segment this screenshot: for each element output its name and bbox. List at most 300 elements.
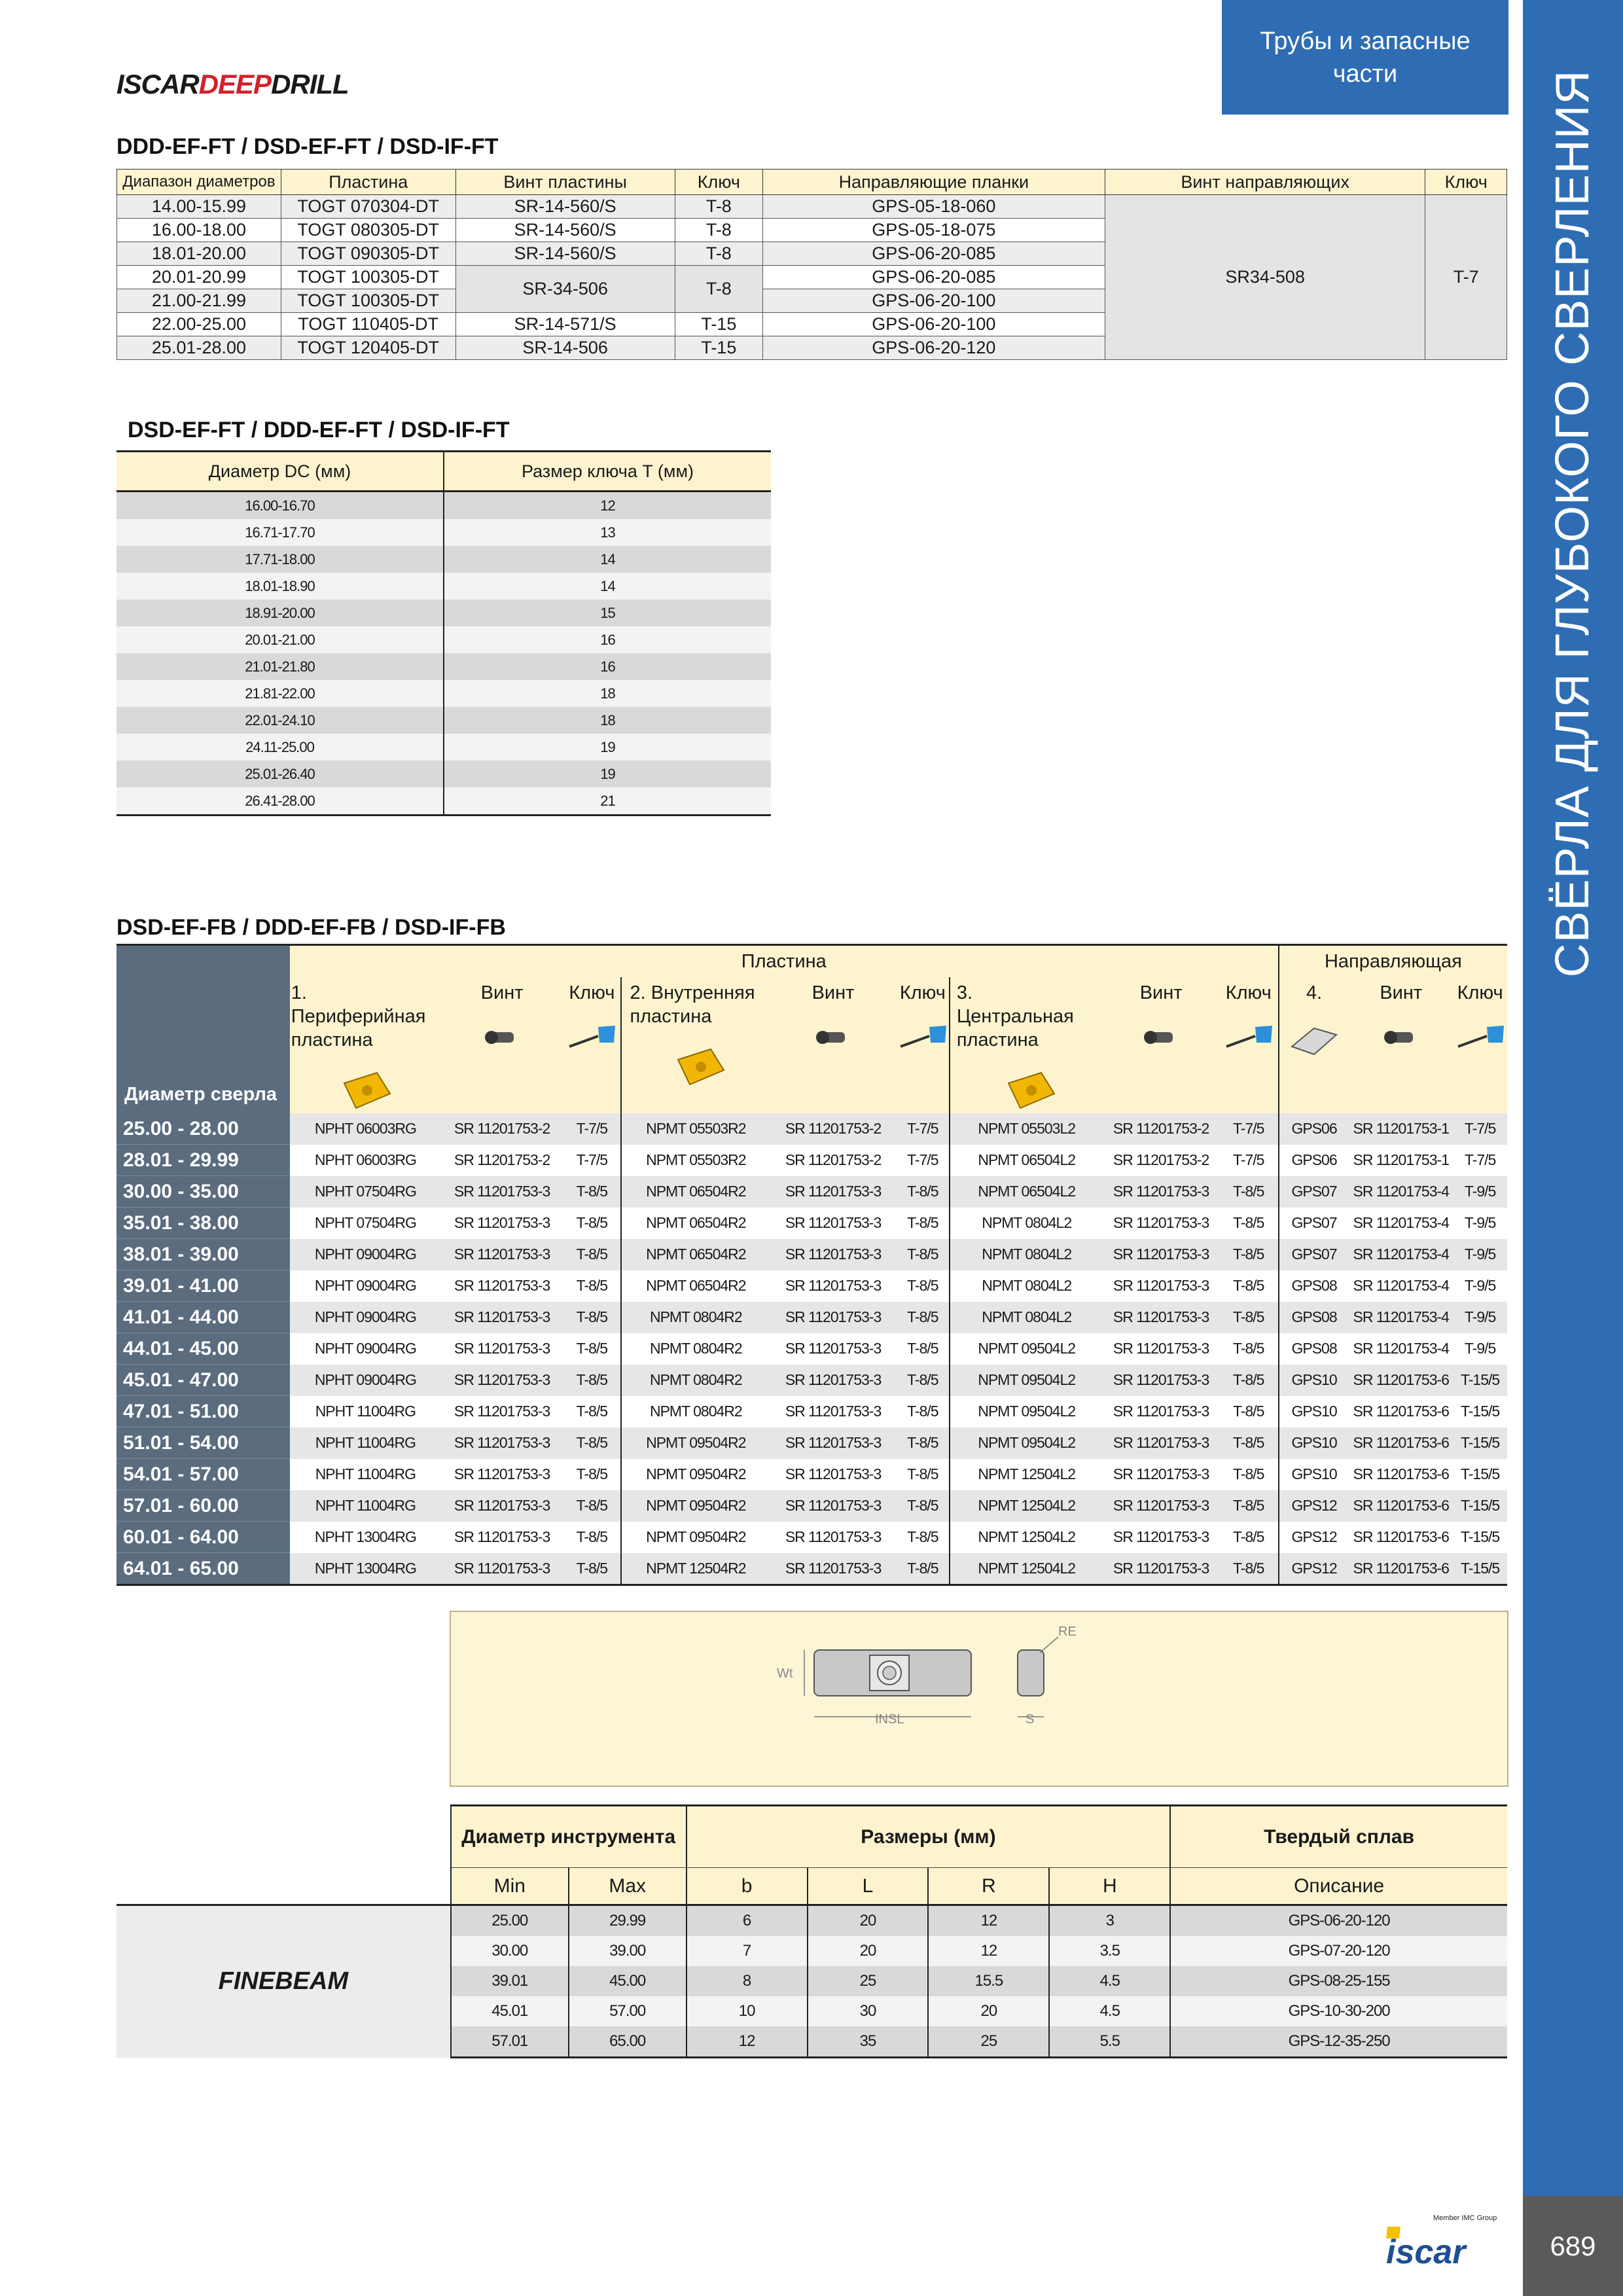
table3-sub-screw	[1349, 977, 1453, 1113]
guide-label: 4.	[1306, 982, 1323, 1003]
screw-cell: SR 11201753-3	[770, 1459, 897, 1490]
insert-cell: TOGT 080305-DT	[281, 219, 455, 242]
key-cell: T-8/5	[563, 1490, 621, 1522]
pad-key-cell: T-7	[1425, 195, 1507, 360]
table4-sub: H	[1049, 1868, 1170, 1905]
screw-cell: SR 11201753-6	[1349, 1427, 1453, 1459]
key-cell: T-8/5	[1219, 1176, 1279, 1208]
screw-cell: SR 11201753-3	[441, 1459, 563, 1490]
key-size-cell: 16	[444, 653, 771, 680]
table-row	[116, 1145, 1507, 1176]
table3-sub-inner	[621, 977, 770, 1113]
b-cell: 6	[687, 1905, 808, 1937]
key-cell: T-8/5	[897, 1302, 950, 1333]
table-row	[116, 1427, 1507, 1459]
screw-cell: SR-14-571/S	[455, 313, 675, 336]
table-row	[116, 1113, 1507, 1145]
screw-cell: SR 11201753-3	[770, 1365, 897, 1396]
table-row	[116, 653, 771, 680]
screw-cell: SR 11201753-4	[1349, 1239, 1453, 1270]
screw-cell: SR 11201753-6	[1349, 1522, 1453, 1553]
table-row	[116, 492, 771, 520]
logo-member-text: Member IMC Group	[1433, 2214, 1497, 2222]
table-row	[116, 573, 771, 600]
table-row	[116, 1208, 1507, 1239]
key-cell: T-7/5	[1219, 1145, 1279, 1176]
peripheral-insert-cell: NPHT 07504RG	[290, 1208, 441, 1239]
h-cell: 4.5	[1049, 1966, 1170, 1996]
key-cell: T-8/5	[897, 1270, 950, 1302]
diameter-cell: 25.00 - 28.00	[116, 1113, 290, 1145]
guide-cell: GPS10	[1279, 1365, 1349, 1396]
description-cell: GPS-12-35-250	[1170, 2026, 1507, 2058]
max-cell: 57.00	[569, 1996, 687, 2026]
central-insert-cell: NPMT 12504L2	[950, 1459, 1103, 1490]
table-row	[116, 1365, 1507, 1396]
screw-cell: SR 11201753-3	[441, 1333, 563, 1365]
diameter-cell: 30.00 - 35.00	[116, 1176, 290, 1208]
table3-sub-screw	[1103, 977, 1219, 1113]
key-size-cell: 13	[444, 519, 771, 546]
key-cell: T-9/5	[1453, 1333, 1507, 1365]
key-cell: T-8	[675, 242, 762, 266]
table3-group-guide: Направляющая	[1279, 945, 1507, 978]
key-cell: T-9/5	[1453, 1239, 1507, 1270]
key-cell: T-7/5	[897, 1113, 950, 1145]
diameter-cell: 21.81-22.00	[116, 680, 444, 707]
guide-pad-diagram	[451, 1612, 1507, 1785]
table-row	[116, 1522, 1507, 1553]
guide-cell: GPS12	[1279, 1490, 1349, 1522]
h-cell: 3.5	[1049, 1936, 1170, 1966]
peripheral-insert-cell: NPHT 09004RG	[290, 1302, 441, 1333]
key-cell: T-8/5	[563, 1427, 621, 1459]
min-cell: 30.00	[451, 1936, 569, 1966]
table-row	[116, 1333, 1507, 1365]
screw-cell: SR 11201753-2	[441, 1113, 563, 1145]
l-cell: 25	[808, 1966, 929, 1996]
table-row	[116, 1905, 1507, 1937]
screw-cell: SR-14-506	[455, 336, 675, 360]
range-cell: 20.01-20.99	[117, 266, 281, 289]
screw-cell: SR 11201753-3	[441, 1522, 563, 1553]
key-cell: T-8/5	[897, 1365, 950, 1396]
screw-cell: SR 11201753-3	[1103, 1270, 1219, 1302]
key-cell: T-7/5	[563, 1113, 621, 1145]
brand-part-1: ISCAR	[116, 69, 199, 99]
table2-header-row	[116, 452, 771, 492]
r-cell: 20	[928, 1996, 1049, 2026]
peripheral-insert-cell: NPHT 13004RG	[290, 1522, 441, 1553]
key-cell: T-8/5	[563, 1365, 621, 1396]
table3	[116, 944, 1507, 1586]
screw-cell: SR 11201753-3	[1103, 1396, 1219, 1427]
screw-cell: SR 11201753-2	[770, 1145, 897, 1176]
diameter-cell: 60.01 - 64.00	[116, 1522, 290, 1553]
brand-logo	[116, 69, 349, 100]
key-cell: T-8/5	[563, 1333, 621, 1365]
sidebar-title: СВЁРЛА ДЛЯ ГЛУБОКОГО СВЕРЛЕНИЯ	[1546, 69, 1599, 978]
diameter-cell: 16.00-16.70	[116, 492, 444, 520]
table-row	[116, 626, 771, 653]
min-cell: 45.01	[451, 1996, 569, 2026]
peripheral-insert-cell: NPHT 11004RG	[290, 1459, 441, 1490]
table2-title: DSD-EF-FT / DDD-EF-FT / DSD-IF-FT	[128, 418, 510, 442]
diameter-cell: 24.11-25.00	[116, 734, 444, 761]
guide-cell: GPS08	[1279, 1302, 1349, 1333]
screw-label: Винт	[812, 982, 855, 1003]
guide-cell: GPS10	[1279, 1427, 1349, 1459]
screw-cell: SR 11201753-3	[1103, 1302, 1219, 1333]
min-cell: 57.01	[451, 2026, 569, 2058]
range-cell: 18.01-20.00	[117, 242, 281, 266]
screw-cell: SR 11201753-1	[1349, 1145, 1453, 1176]
pad-cell: GPS-06-20-100	[762, 289, 1105, 313]
peripheral-insert-cell: NPHT 11004RG	[290, 1427, 441, 1459]
central-insert-cell: NPMT 0804L2	[950, 1208, 1103, 1239]
key-cell: T-8/5	[563, 1522, 621, 1553]
central-insert-cell: NPMT 0804L2	[950, 1239, 1103, 1270]
table-row	[116, 1490, 1507, 1522]
central-insert-cell: NPMT 12504L2	[950, 1522, 1103, 1553]
key-size-cell: 12	[444, 492, 771, 520]
guide-cell: GPS07	[1279, 1208, 1349, 1239]
screw-cell: SR 11201753-3	[770, 1396, 897, 1427]
screw-cell: SR 11201753-3	[770, 1270, 897, 1302]
screw-icon	[813, 1020, 853, 1053]
screw-cell: SR 11201753-3	[1103, 1427, 1219, 1459]
range-cell: 22.00-25.00	[117, 313, 281, 336]
key-cell: T-8/5	[1219, 1302, 1279, 1333]
key-cell: T-8/5	[1219, 1333, 1279, 1365]
range-cell: 14.00-15.99	[117, 195, 281, 219]
page-number: 689	[1523, 2196, 1623, 2296]
peripheral-insert-cell: NPHT 09004RG	[290, 1239, 441, 1270]
inner-insert-cell: NPMT 0804R2	[621, 1365, 770, 1396]
key-label: Ключ	[1457, 982, 1503, 1003]
key-cell: T-15/5	[1453, 1365, 1507, 1396]
screw-cell: SR 11201753-6	[1349, 1490, 1453, 1522]
key-cell: T-8/5	[1219, 1239, 1279, 1270]
diameter-cell: 35.01 - 38.00	[116, 1208, 290, 1239]
screw-cell: SR 11201753-3	[441, 1396, 563, 1427]
screw-cell: SR 11201753-3	[1103, 1176, 1219, 1208]
inner-insert-cell: NPMT 0804R2	[621, 1396, 770, 1427]
diameter-cell: 25.01-26.40	[116, 761, 444, 787]
diameter-cell: 57.01 - 60.00	[116, 1490, 290, 1522]
table-row	[117, 195, 1507, 219]
screw-cell: SR 11201753-3	[441, 1365, 563, 1396]
key-size-cell: 16	[444, 626, 771, 653]
brand-part-3: DRILL	[271, 69, 349, 99]
peripheral-insert-cell: NPHT 06003RG	[290, 1113, 441, 1145]
screw-cell: SR 11201753-6	[1349, 1553, 1453, 1585]
insert-cell: TOGT 110405-DT	[281, 313, 455, 336]
guide-pad-icon	[1288, 1020, 1340, 1060]
screw-cell: SR 11201753-3	[770, 1427, 897, 1459]
central-insert-cell: NPMT 05503L2	[950, 1113, 1103, 1145]
screw-cell: SR 11201753-3	[770, 1333, 897, 1365]
l-cell: 20	[808, 1936, 929, 1966]
screw-label: Винт	[1380, 982, 1423, 1003]
screw-cell: SR 11201753-3	[441, 1270, 563, 1302]
key-cell: T-8/5	[563, 1270, 621, 1302]
table4-sub: R	[928, 1868, 1049, 1905]
key-icon	[1454, 1020, 1507, 1053]
central-insert-cell: NPMT 09504L2	[950, 1427, 1103, 1459]
inner-insert-cell: NPMT 06504R2	[621, 1239, 770, 1270]
insert-icon	[1001, 1067, 1060, 1113]
screw-cell: SR 11201753-3	[441, 1427, 563, 1459]
inner-insert-cell: NPMT 09504R2	[621, 1427, 770, 1459]
central-insert-cell: NPMT 0804L2	[950, 1270, 1103, 1302]
key-cell: T-8/5	[1219, 1427, 1279, 1459]
description-cell: GPS-06-20-120	[1170, 1905, 1507, 1937]
screw-cell: SR 11201753-4	[1349, 1333, 1453, 1365]
screw-cell: SR 11201753-3	[441, 1239, 563, 1270]
key-cell: T-8/5	[563, 1208, 621, 1239]
inner-insert-cell: NPMT 0804R2	[621, 1333, 770, 1365]
table-row	[116, 761, 771, 787]
central-insert-cell: NPMT 0804L2	[950, 1302, 1103, 1333]
table2-header: Диаметр DC (мм)	[116, 452, 444, 492]
section-tab[interactable]	[1222, 0, 1508, 115]
table4-h-dims: Размеры (мм)	[687, 1806, 1171, 1868]
screw-cell: SR 11201753-3	[1103, 1490, 1219, 1522]
description-cell: GPS-10-30-200	[1170, 1996, 1507, 2026]
key-label: Ключ	[569, 982, 615, 1003]
l-cell: 35	[808, 2026, 929, 2058]
table3-group-row	[116, 945, 1507, 978]
inner-insert-cell: NPMT 06504R2	[621, 1270, 770, 1302]
key-icon	[1222, 1020, 1275, 1053]
screw-cell: SR 11201753-3	[770, 1490, 897, 1522]
table-row	[116, 680, 771, 707]
screw-cell: SR 11201753-3	[1103, 1333, 1219, 1365]
screw-cell: SR 11201753-3	[770, 1522, 897, 1553]
table-row	[116, 707, 771, 734]
screw-cell: SR 11201753-3	[441, 1176, 563, 1208]
screw-cell: SR 11201753-3	[441, 1490, 563, 1522]
table1-header: Ключ	[1425, 170, 1507, 195]
table4-header-row	[116, 1806, 1507, 1868]
screw-cell: SR 11201753-3	[770, 1553, 897, 1585]
screw-cell: SR 11201753-2	[1103, 1113, 1219, 1145]
screw-cell: SR 11201753-3	[441, 1208, 563, 1239]
key-cell: T-8/5	[897, 1459, 950, 1490]
table1-header: Винт пластины	[455, 170, 675, 195]
key-cell: T-9/5	[1453, 1302, 1507, 1333]
guide-cell: GPS10	[1279, 1459, 1349, 1490]
table-row	[116, 546, 771, 573]
table-row	[116, 1270, 1507, 1302]
screw-cell: SR 11201753-3	[770, 1302, 897, 1333]
key-label: Ключ	[1225, 982, 1272, 1003]
table2	[116, 450, 771, 816]
key-cell: T-8/5	[1219, 1490, 1279, 1522]
table4-subheader-row	[116, 1868, 1507, 1905]
screw-icon	[482, 1020, 522, 1053]
key-cell: T-8	[675, 266, 762, 313]
key-cell: T-8/5	[897, 1239, 950, 1270]
pad-cell: GPS-06-20-085	[762, 266, 1105, 289]
table-row	[116, 787, 771, 816]
table4-blank	[116, 1868, 451, 1905]
pad-cell: GPS-06-20-120	[762, 336, 1105, 360]
inner-label: 2. Внутренняя пластина	[630, 982, 755, 1027]
min-cell: 25.00	[451, 1905, 569, 1937]
insert-icon	[670, 1044, 729, 1090]
peripheral-insert-cell: NPHT 09004RG	[290, 1365, 441, 1396]
key-cell: T-7/5	[1219, 1113, 1279, 1145]
table3-sub-key	[563, 977, 621, 1113]
brand-part-2: DEEP	[198, 69, 272, 99]
inner-insert-cell: NPMT 06504R2	[621, 1176, 770, 1208]
screw-cell: SR 11201753-4	[1349, 1208, 1453, 1239]
key-size-cell: 14	[444, 546, 771, 573]
central-insert-cell: NPMT 06504L2	[950, 1176, 1103, 1208]
dim-w-label: Wt	[777, 1666, 793, 1681]
key-cell: T-8/5	[563, 1553, 621, 1585]
insert-cell: TOGT 070304-DT	[281, 195, 455, 219]
table1-header: Пластина	[281, 170, 455, 195]
iscar-logo	[1381, 2212, 1518, 2271]
table-row	[116, 1239, 1507, 1270]
table3-subheader-row	[116, 977, 1507, 1113]
screw-cell: SR 11201753-2	[441, 1145, 563, 1176]
key-cell: T-8/5	[1219, 1553, 1279, 1585]
key-cell: T-8/5	[563, 1176, 621, 1208]
diameter-cell: 18.91-20.00	[116, 600, 444, 626]
diameter-cell: 21.01-21.80	[116, 653, 444, 680]
table3-title: DSD-EF-FB / DDD-EF-FB / DSD-IF-FB	[116, 915, 506, 940]
central-insert-cell: NPMT 12504L2	[950, 1490, 1103, 1522]
screw-label: Винт	[480, 982, 524, 1003]
screw-cell: SR-34-506	[455, 266, 675, 313]
key-size-cell: 14	[444, 573, 771, 600]
key-cell: T-8/5	[1219, 1365, 1279, 1396]
table1-header-row	[117, 170, 1507, 195]
table-row	[116, 519, 771, 546]
insert-cell: TOGT 100305-DT	[281, 289, 455, 313]
logo-name: iscar	[1386, 2233, 1466, 2271]
diameter-cell: 22.01-24.10	[116, 707, 444, 734]
screw-cell: SR 11201753-6	[1349, 1396, 1453, 1427]
table3-sub-central	[950, 977, 1103, 1113]
screw-cell: SR 11201753-4	[1349, 1176, 1453, 1208]
key-cell: T-15/5	[1453, 1553, 1507, 1585]
max-cell: 65.00	[569, 2026, 687, 2058]
max-cell: 29.99	[569, 1905, 687, 1937]
guide-cell: GPS12	[1279, 1553, 1349, 1585]
diameter-cell: 54.01 - 57.00	[116, 1459, 290, 1490]
description-cell: GPS-08-25-155	[1170, 1966, 1507, 1996]
table4-blank	[116, 1806, 451, 1868]
range-cell: 21.00-21.99	[117, 289, 281, 313]
range-cell: 25.01-28.00	[117, 336, 281, 360]
insert-cell: TOGT 120405-DT	[281, 336, 455, 360]
screw-cell: SR 11201753-3	[1103, 1459, 1219, 1490]
max-cell: 45.00	[569, 1966, 687, 1996]
insert-cell: TOGT 090305-DT	[281, 242, 455, 266]
guide-cell: GPS08	[1279, 1333, 1349, 1365]
screw-cell: SR 11201753-3	[1103, 1365, 1219, 1396]
screw-cell: SR 11201753-2	[1103, 1145, 1219, 1176]
screw-cell: SR 11201753-2	[770, 1113, 897, 1145]
inner-insert-cell: NPMT 05503R2	[621, 1145, 770, 1176]
section-tab-line1: Трубы и запасные	[1260, 27, 1471, 55]
diameter-cell: 38.01 - 39.00	[116, 1239, 290, 1270]
dim-s-label: S	[1026, 1712, 1035, 1727]
table3-sub-guide	[1279, 977, 1349, 1113]
screw-label: Винт	[1139, 982, 1183, 1003]
screw-cell: SR 11201753-6	[1349, 1365, 1453, 1396]
guide-cell: GPS07	[1279, 1239, 1349, 1270]
description-cell: GPS-07-20-120	[1170, 1936, 1507, 1966]
key-cell: T-7/5	[1453, 1113, 1507, 1145]
peripheral-insert-cell: NPHT 11004RG	[290, 1490, 441, 1522]
screw-cell: SR 11201753-3	[770, 1239, 897, 1270]
central-insert-cell: NPMT 09504L2	[950, 1365, 1103, 1396]
screw-cell: SR 11201753-3	[770, 1208, 897, 1239]
key-cell: T-7/5	[897, 1145, 950, 1176]
key-icon	[565, 1020, 618, 1053]
table1-header: Винт направляющих	[1105, 170, 1425, 195]
table2-header: Размер ключа T (мм)	[444, 452, 771, 492]
screw-cell: SR 11201753-3	[1103, 1239, 1219, 1270]
peripheral-insert-cell: NPHT 09004RG	[290, 1333, 441, 1365]
table3-group-insert: Пластина	[290, 945, 1279, 978]
table-row	[116, 734, 771, 761]
key-cell: T-8/5	[1219, 1522, 1279, 1553]
r-cell: 15.5	[928, 1966, 1049, 1996]
key-cell: T-8/5	[1219, 1396, 1279, 1427]
key-cell: T-8/5	[897, 1553, 950, 1585]
guide-cell: GPS10	[1279, 1396, 1349, 1427]
table4-h-diameter: Диаметр инструмента	[451, 1806, 687, 1868]
key-cell: T-8/5	[563, 1396, 621, 1427]
series-label: FINEBEAM	[116, 1905, 451, 2058]
section-tab-line2: части	[1332, 60, 1398, 88]
inner-insert-cell: NPMT 06504R2	[621, 1208, 770, 1239]
table-row	[116, 1302, 1507, 1333]
table4-sub: L	[808, 1868, 929, 1905]
diameter-cell: 41.01 - 44.00	[116, 1302, 290, 1333]
screw-cell: SR 11201753-3	[441, 1302, 563, 1333]
guide-cell: GPS06	[1279, 1113, 1349, 1145]
r-cell: 12	[928, 1905, 1049, 1937]
key-size-cell: 21	[444, 787, 771, 816]
pad-cell: GPS-05-18-075	[762, 219, 1105, 242]
central-label: 3. Центральная пластина	[956, 982, 1074, 1050]
key-cell: T-9/5	[1453, 1208, 1507, 1239]
peripheral-insert-cell: NPHT 07504RG	[290, 1176, 441, 1208]
pad-screw-cell: SR34-508	[1105, 195, 1425, 360]
diameter-cell: 16.71-17.70	[116, 519, 444, 546]
h-cell: 5.5	[1049, 2026, 1170, 2058]
inner-insert-cell: NPMT 09504R2	[621, 1459, 770, 1490]
table-row	[116, 1459, 1507, 1490]
diameter-cell: 28.01 - 29.99	[116, 1145, 290, 1176]
key-cell: T-8/5	[1219, 1208, 1279, 1239]
l-cell: 20	[808, 1905, 929, 1937]
b-cell: 12	[687, 2026, 808, 2058]
table-row	[116, 1176, 1507, 1208]
inner-insert-cell: NPMT 05503R2	[621, 1113, 770, 1145]
diameter-cell: 26.41-28.00	[116, 787, 444, 816]
screw-cell: SR 11201753-3	[1103, 1553, 1219, 1585]
key-label: Ключ	[899, 982, 946, 1003]
